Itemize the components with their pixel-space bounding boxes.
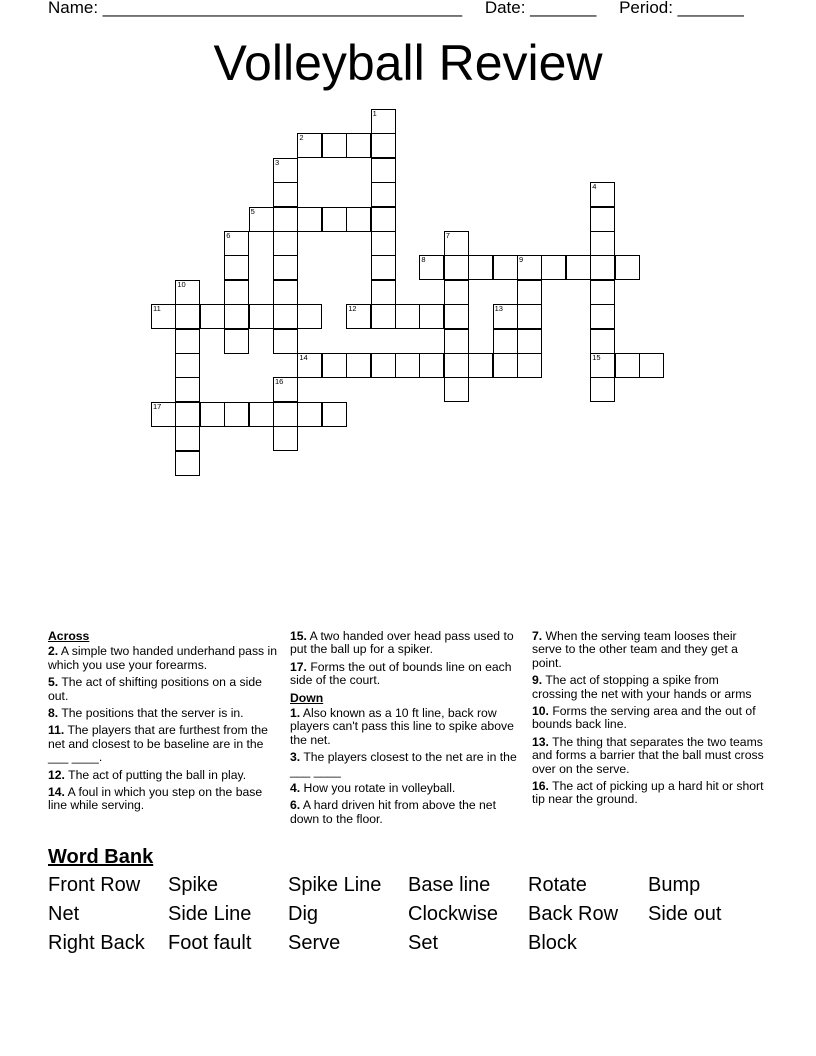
clue-num: 10.	[532, 704, 549, 719]
crossword-cell[interactable]	[175, 451, 200, 476]
clue-num: 1.	[290, 706, 301, 721]
crossword-cell[interactable]	[590, 304, 615, 329]
clue-item	[48, 676, 280, 703]
clues-column-1	[48, 630, 280, 817]
word-bank-item: Block	[528, 932, 577, 954]
word-bank-item: Back Row	[528, 903, 619, 925]
crossword-cell[interactable]	[444, 231, 469, 256]
clue-text: A simple two handed underhand pass in which you use your forearms.	[48, 644, 278, 672]
crossword-cell[interactable]	[444, 329, 469, 354]
clue-text: How you rotate in volleyball.	[300, 781, 456, 796]
across-heading: Across	[48, 629, 90, 643]
crossword-cell[interactable]	[346, 304, 371, 329]
crossword-cell[interactable]	[273, 158, 298, 183]
crossword-cell[interactable]	[175, 402, 200, 427]
clue-item	[48, 786, 280, 813]
crossword-cell[interactable]	[224, 304, 249, 329]
crossword-cell[interactable]	[468, 353, 493, 378]
crossword-cell[interactable]	[371, 231, 396, 256]
word-bank-item: Base line	[408, 874, 491, 896]
clue-item	[290, 630, 522, 657]
clue-num: 4.	[290, 781, 301, 796]
word-bank-item: Dig	[288, 903, 319, 925]
clue-text: The act of putting the ball in play.	[64, 767, 247, 782]
crossword-cell[interactable]	[517, 304, 542, 329]
word-bank-item: Bump	[648, 874, 701, 896]
down-heading: Down	[290, 690, 324, 705]
clue-number: 5	[250, 206, 255, 216]
name-field[interactable]: Name: ______________________________________	[48, 0, 463, 17]
clue-item	[48, 645, 280, 672]
clue-number: 8	[421, 255, 426, 265]
crossword-cell[interactable]	[517, 329, 542, 354]
crossword-cell[interactable]	[297, 133, 322, 158]
crossword-cell[interactable]	[590, 353, 615, 378]
crossword-cell[interactable]	[444, 280, 469, 305]
clue-text: When the serving team looses their serve to the other team and they get a point.	[532, 629, 738, 670]
clue-number: 2	[299, 133, 304, 143]
crossword-cell[interactable]	[444, 255, 469, 280]
word-bank-item: Side out	[648, 903, 722, 925]
crossword-cell[interactable]	[590, 182, 615, 207]
crossword-cell[interactable]	[468, 255, 493, 280]
crossword-cell[interactable]	[541, 255, 566, 280]
clue-number: 12	[348, 304, 357, 314]
clue-text: A foul in which you step on the base line while serving.	[48, 785, 263, 813]
clue-item	[532, 780, 764, 807]
crossword-cell[interactable]	[273, 304, 298, 329]
crossword-cell[interactable]	[517, 255, 542, 280]
clue-num: 8.	[48, 706, 59, 721]
clue-text: The players closest to the net are in the ___ ____	[290, 750, 517, 778]
crossword-cell[interactable]	[273, 231, 298, 256]
crossword-cell[interactable]	[419, 353, 444, 378]
crossword-cell[interactable]	[224, 255, 249, 280]
crossword-cell[interactable]	[175, 304, 200, 329]
word-bank-item: Clockwise	[408, 903, 499, 925]
clue-number: 4	[592, 182, 597, 192]
clue-num: 17.	[290, 659, 307, 674]
crossword-cell[interactable]	[493, 353, 518, 378]
clues-column-3	[532, 630, 764, 811]
crossword-cell[interactable]	[590, 231, 615, 256]
clue-item	[290, 782, 522, 795]
crossword-cell[interactable]	[371, 280, 396, 305]
clue-text: Also known as a 10 ft line, back row players can't pass this line to spike above the net.	[290, 706, 514, 747]
clue-number: 14	[299, 353, 308, 362]
crossword-cell[interactable]	[444, 304, 469, 329]
word-bank-item: Rotate	[528, 874, 587, 896]
period-field[interactable]: Period: _______	[619, 0, 744, 17]
crossword-cell[interactable]	[590, 377, 615, 402]
crossword-cell[interactable]	[371, 304, 396, 329]
clue-item	[532, 674, 764, 701]
word-bank-item: Serve	[288, 932, 341, 954]
word-bank-item: Set	[408, 932, 439, 954]
clue-num: 14.	[48, 785, 65, 800]
clue-num: 13.	[532, 734, 549, 749]
clue-num: 11.	[48, 723, 65, 738]
word-bank-item: Net	[48, 903, 80, 925]
clue-item	[290, 707, 522, 747]
crossword-cell[interactable]	[371, 207, 396, 232]
crossword-cell[interactable]	[517, 280, 542, 305]
crossword-cell[interactable]	[590, 280, 615, 305]
crossword-cell[interactable]	[273, 207, 298, 232]
crossword-cell[interactable]	[249, 304, 274, 329]
clue-text: A hard driven hit from above the net down to the floor.	[290, 798, 496, 826]
clue-num: 7.	[532, 629, 543, 643]
date-field[interactable]: Date: _______	[484, 0, 597, 17]
crossword-cell[interactable]	[371, 158, 396, 183]
clues-column-2	[290, 630, 522, 830]
crossword-cell[interactable]	[493, 329, 518, 354]
word-bank-item: Side Line	[168, 903, 252, 925]
crossword-cell[interactable]	[346, 133, 371, 158]
crossword-cell[interactable]	[273, 426, 298, 451]
crossword-cell[interactable]	[249, 207, 274, 232]
crossword-cell[interactable]	[493, 255, 518, 280]
clue-item	[532, 630, 764, 670]
crossword-cell[interactable]	[175, 426, 200, 451]
crossword-cell[interactable]	[322, 207, 347, 232]
crossword-cell[interactable]	[346, 353, 371, 378]
clue-item	[290, 751, 522, 778]
clue-item	[48, 724, 280, 764]
crossword-cell[interactable]	[224, 280, 249, 305]
crossword-cell[interactable]	[371, 182, 396, 207]
crossword-cell[interactable]	[322, 402, 347, 427]
clue-number: 15	[592, 353, 601, 362]
crossword-cell[interactable]	[419, 255, 444, 280]
clue-text: A two handed over head pass used to put the ball up for a spiker.	[290, 629, 514, 657]
crossword-cell[interactable]	[224, 402, 249, 427]
crossword-cell[interactable]	[273, 377, 298, 402]
word-bank-item: Spike	[168, 874, 219, 896]
clue-text: The players that are furthest from the net and closest to be baseline are in the ___ ____.	[48, 723, 268, 765]
crossword-cell[interactable]	[371, 133, 396, 158]
crossword-cell[interactable]	[151, 304, 176, 329]
crossword-cell[interactable]	[273, 280, 298, 305]
crossword-cell[interactable]	[395, 304, 420, 329]
crossword-cell[interactable]	[566, 255, 591, 280]
crossword-cell[interactable]	[590, 207, 615, 232]
clue-number: 1	[372, 109, 377, 118]
clue-num: 9.	[532, 673, 543, 688]
clue-num: 16.	[532, 779, 549, 794]
crossword-cell[interactable]	[615, 353, 640, 378]
clue-number: 6	[226, 231, 231, 240]
crossword-cell[interactable]	[175, 353, 200, 378]
clue-item	[532, 736, 764, 776]
crossword-cell[interactable]	[371, 255, 396, 280]
clue-text: Forms the out of bounds line on each side of the court.	[290, 659, 512, 688]
crossword-cell[interactable]	[175, 280, 200, 305]
clue-number: 16	[275, 377, 284, 387]
crossword-cell[interactable]	[615, 255, 640, 280]
word-bank-item: Foot fault	[168, 932, 252, 954]
clue-num: 5.	[48, 675, 59, 690]
word-bank-item: Front Row	[48, 874, 141, 896]
crossword-cell[interactable]	[395, 353, 420, 378]
crossword-cell[interactable]	[297, 207, 322, 232]
clue-text: The thing that separates the two teams and forms a barrier that the ball must cross over on the serve.	[532, 734, 764, 776]
clue-num: 2.	[48, 644, 59, 659]
crossword-cell[interactable]	[273, 402, 298, 427]
clue-num: 6.	[290, 798, 301, 813]
clue-text: Forms the serving area and the out of bounds back line.	[532, 704, 756, 732]
crossword-cell[interactable]	[297, 304, 322, 329]
clue-num: 12.	[48, 767, 65, 782]
clue-item	[290, 799, 522, 826]
crossword-cell[interactable]	[590, 255, 615, 280]
crossword-cell[interactable]	[273, 182, 298, 207]
clue-number: 11	[153, 304, 161, 314]
crossword-cell[interactable]	[224, 231, 249, 256]
clue-number: 9	[519, 255, 524, 265]
crossword-cell[interactable]	[639, 353, 664, 378]
word-bank	[48, 873, 788, 956]
crossword-cell[interactable]	[444, 353, 469, 378]
page-title: Volleyball Review	[213, 35, 603, 91]
clue-num: 15.	[290, 629, 307, 643]
clue-num: 3.	[290, 750, 301, 765]
crossword-cell[interactable]	[200, 304, 225, 329]
clue-item	[532, 705, 764, 732]
crossword-cell[interactable]	[273, 329, 298, 354]
crossword-cell[interactable]	[371, 353, 396, 378]
clue-number: 3	[275, 157, 280, 167]
clue-item	[290, 661, 522, 688]
clue-item	[48, 769, 280, 782]
word-bank-item: Spike Line	[288, 874, 382, 896]
crossword-cell[interactable]	[419, 304, 444, 329]
crossword-cell[interactable]	[444, 377, 469, 402]
clue-text: The act of stopping a spike from crossing the net with your hands or arms	[532, 673, 752, 701]
clue-number: 13	[494, 304, 503, 314]
clue-text: The act of shifting positions on a side out.	[48, 675, 262, 703]
clue-text: The positions that the server is in.	[58, 706, 244, 721]
clue-item	[48, 707, 280, 720]
crossword-cell[interactable]	[200, 402, 225, 427]
word-bank-title: Word Bank	[48, 846, 154, 868]
crossword-cell[interactable]	[175, 329, 200, 354]
crossword-cell[interactable]	[493, 304, 518, 329]
crossword-cell[interactable]	[297, 402, 322, 427]
clue-number: 17	[153, 401, 162, 411]
crossword-cell[interactable]	[322, 353, 347, 378]
crossword-cell[interactable]	[517, 353, 542, 378]
crossword-cell[interactable]	[273, 255, 298, 280]
clue-number: 10	[177, 279, 186, 289]
crossword-cell[interactable]	[151, 402, 176, 427]
clue-number: 7	[445, 231, 450, 240]
crossword-cell[interactable]	[371, 109, 396, 134]
crossword-cell[interactable]	[322, 133, 347, 158]
crossword-cell[interactable]	[224, 329, 249, 354]
clue-text: The act of picking up a hard hit or short tip near the ground.	[532, 779, 764, 807]
crossword-cell[interactable]	[249, 402, 274, 427]
crossword-cell[interactable]	[297, 353, 322, 378]
word-bank-item: Right Back	[48, 932, 145, 954]
crossword-cell[interactable]	[346, 207, 371, 232]
crossword-cell[interactable]	[590, 329, 615, 354]
crossword-cell[interactable]	[175, 377, 200, 402]
